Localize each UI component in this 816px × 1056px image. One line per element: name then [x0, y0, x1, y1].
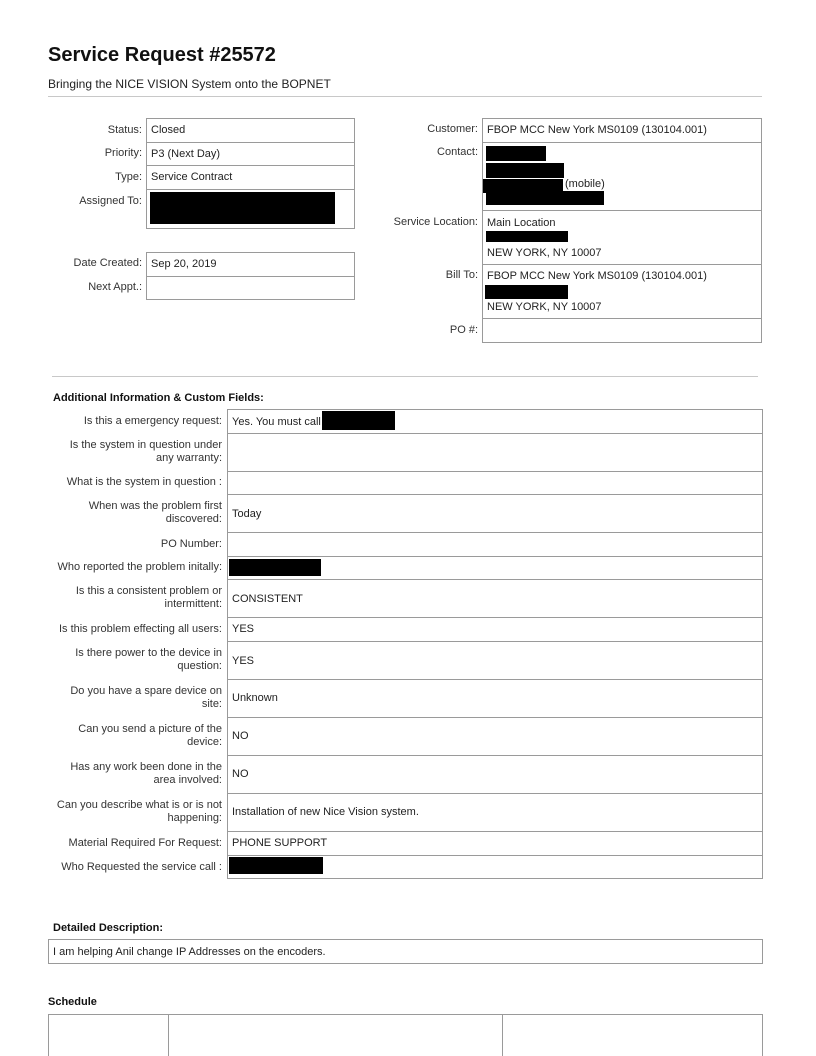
- contact-name-redacted: [486, 146, 546, 161]
- row-divider: [227, 755, 763, 756]
- field-value: YES: [232, 655, 255, 667]
- row-divider: [227, 494, 763, 495]
- service-location-city: NEW YORK, NY 10007: [487, 247, 602, 259]
- row-divider: [482, 210, 762, 211]
- status-label: Status:: [107, 124, 142, 136]
- field-label: Material Required For Request:: [68, 837, 222, 849]
- section-divider: [52, 376, 758, 377]
- field-label: Is there power to the device in question:: [75, 647, 222, 672]
- field-value: Installation of new Nice Vision system.: [232, 806, 419, 818]
- field-value: Today: [232, 508, 262, 520]
- row-divider: [227, 532, 763, 533]
- bill-to-label: Bill To:: [445, 269, 478, 281]
- row-divider: [146, 189, 355, 190]
- customer-label: Customer:: [427, 123, 478, 135]
- field-label: Is the system in question under any warranty:: [69, 439, 222, 464]
- field-label: What is the system in question :: [66, 476, 222, 488]
- row-divider: [227, 717, 763, 718]
- row-divider: [227, 433, 763, 434]
- bill-to-street-redacted: [485, 285, 568, 299]
- next-appt-label: Next Appt.:: [88, 281, 142, 293]
- page-title: Service Request #25572: [48, 44, 276, 66]
- row-divider: [227, 831, 763, 832]
- type-label: Type:: [115, 171, 142, 183]
- type-value: Service Contract: [151, 171, 233, 183]
- row-divider: [227, 556, 763, 557]
- field-label: Who reported the problem initally:: [57, 561, 222, 573]
- priority-value: P3 (Next Day): [151, 148, 221, 160]
- po-label: PO #:: [449, 324, 478, 336]
- field-value: Yes. You must call: [232, 416, 321, 428]
- customer-value: FBOP MCC New York MS0109 (130104.001): [487, 124, 707, 136]
- reporter-redacted: [229, 559, 321, 576]
- field-value: PHONE SUPPORT: [232, 837, 328, 849]
- row-divider: [482, 142, 762, 143]
- field-value: NO: [232, 730, 249, 742]
- row-divider: [227, 641, 763, 642]
- row-divider: [146, 165, 355, 166]
- row-divider: [146, 142, 355, 143]
- schedule-col-divider: [762, 1014, 763, 1056]
- field-label: Is this a consistent problem or intermittent:: [75, 585, 222, 610]
- field-value: Unknown: [232, 692, 278, 704]
- bill-to-value: FBOP MCC New York MS0109 (130104.001): [487, 270, 707, 282]
- field-label: Can you send a picture of the device:: [78, 723, 222, 748]
- service-location-street-redacted: [486, 231, 568, 242]
- assigned-to-redacted: [150, 192, 335, 224]
- page-subtitle: Bringing the NICE VISION System onto the BOPNET: [48, 77, 331, 91]
- column-divider: [227, 409, 228, 879]
- row-divider: [227, 679, 763, 680]
- bill-to-city: NEW YORK, NY 10007: [487, 301, 602, 313]
- row-divider: [482, 318, 762, 319]
- field-label: PO Number:: [160, 538, 222, 550]
- field-label: Is this a emergency request:: [83, 415, 222, 427]
- schedule-col-divider: [502, 1014, 503, 1056]
- field-label: When was the problem first discovered:: [88, 500, 222, 525]
- requester-redacted: [229, 857, 323, 874]
- status-value: Closed: [151, 124, 186, 136]
- schedule-heading: Schedule: [48, 996, 97, 1008]
- schedule-table-top: [48, 1014, 762, 1015]
- contact-mobile-tag: (mobile): [565, 178, 605, 190]
- field-label: Is this problem effecting all users:: [58, 623, 222, 635]
- date-created-value: Sep 20, 2019: [151, 258, 217, 270]
- row-divider: [227, 855, 763, 856]
- field-value: NO: [232, 768, 249, 780]
- emergency-phone-redacted: [322, 411, 395, 430]
- field-value: CONSISTENT: [232, 593, 303, 605]
- service-location-label: Service Location:: [393, 216, 478, 228]
- description-heading: Detailed Description:: [53, 922, 164, 934]
- field-label: Can you describe what is or is not happening:: [56, 799, 222, 824]
- field-value: YES: [232, 623, 255, 635]
- row-divider: [482, 264, 762, 265]
- contact-email-redacted: [486, 163, 564, 178]
- service-location-name: Main Location: [487, 217, 556, 229]
- field-label: Has any work been done in the area involved:: [70, 761, 222, 786]
- schedule-col-divider: [168, 1014, 169, 1056]
- assigned-to-label: Assigned To:: [79, 195, 142, 207]
- row-divider: [146, 276, 355, 277]
- schedule-col-divider: [48, 1014, 49, 1056]
- field-label: Who Requested the service call :: [61, 861, 222, 873]
- priority-label: Priority:: [104, 147, 142, 159]
- contact-label: Contact:: [437, 146, 478, 158]
- row-divider: [227, 471, 763, 472]
- field-label: Do you have a spare device on site:: [70, 685, 222, 710]
- header-divider: [48, 96, 762, 97]
- row-divider: [227, 793, 763, 794]
- row-divider: [227, 617, 763, 618]
- date-created-label: Date Created:: [73, 257, 142, 269]
- row-divider: [227, 579, 763, 580]
- description-text: I am helping Anil change IP Addresses on the encoders.: [53, 946, 326, 958]
- additional-info-heading: Additional Information & Custom Fields:: [53, 392, 264, 404]
- contact-extra-redacted: [486, 191, 604, 205]
